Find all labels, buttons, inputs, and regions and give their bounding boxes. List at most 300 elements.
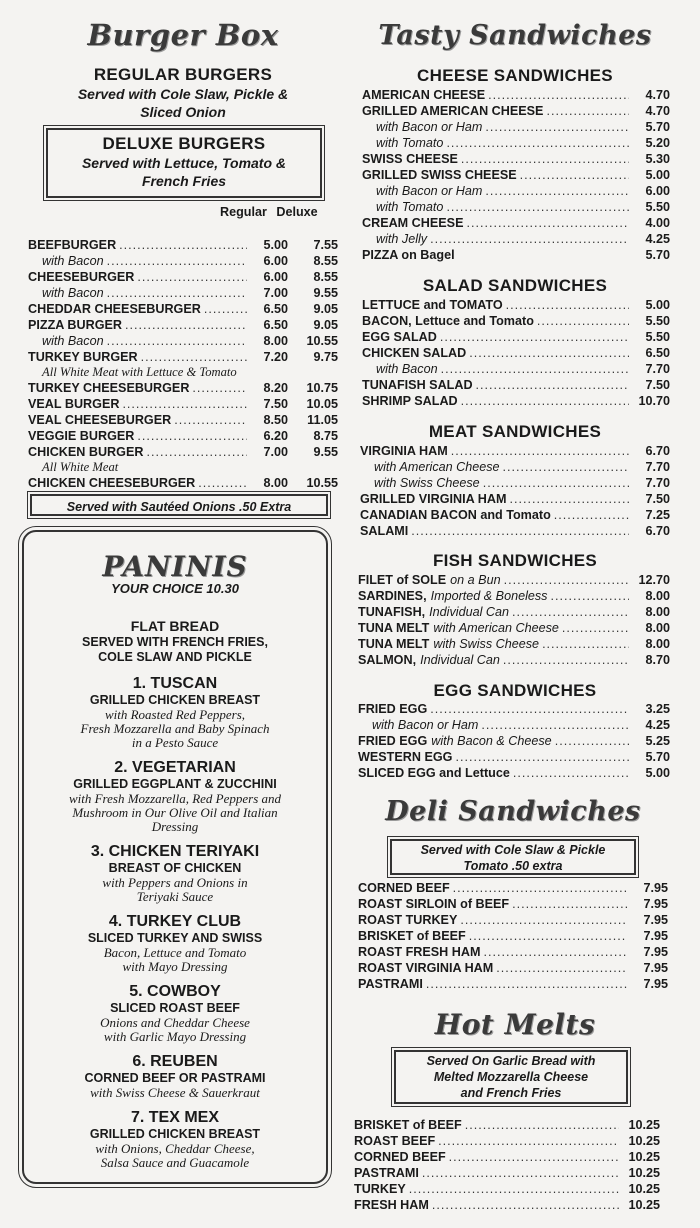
deluxe-price: 9.55 [313,286,338,300]
panini-description-line: Fresh Mozzarella and Baby Spinach [80,721,270,736]
dot-leader [455,749,629,765]
item-name: GRILLED SWISS CHEESE [362,168,517,182]
dot-leader [466,215,629,231]
item-name: TUNA MELT [358,637,430,651]
deluxe-price: 8.55 [313,270,338,284]
menu-item-row [28,253,338,269]
item-name: with Swiss Cheese [374,476,480,490]
item-price: 7.50 [645,378,670,392]
menu-item-row [362,167,670,183]
menu-item-row [28,333,338,349]
menu-item-row [358,749,670,765]
item-name: with Tomato [376,136,444,150]
menu-item-row [28,285,338,301]
panini-description-line: Salsa Sauce and Guacamole [100,1155,250,1170]
deluxe-price: 8.75 [313,429,338,443]
dot-leader [125,317,247,333]
deluxe-price: 10.55 [306,476,338,490]
regular-price: 6.50 [263,318,288,332]
menu-item-row [358,620,670,636]
menu-item-row [362,231,670,247]
dot-leader [562,620,629,636]
tasty-sandwiches-title: Tasty Sandwiches [378,20,652,51]
item-price: 5.00 [645,298,670,312]
panini-item [24,983,326,1044]
item-price: 7.95 [643,929,668,943]
deluxe-column-header: Deluxe [276,205,318,219]
dot-leader [411,523,629,539]
menu-item-row [354,1133,660,1149]
menu-item-row [358,928,668,944]
deli-note-line-2: Tomato .50 extra [463,859,563,873]
item-name: PIZZA on Bagel [362,248,455,262]
deluxe-price: 11.05 [307,413,338,427]
menu-item-row [358,896,668,912]
deluxe-price: 8.55 [313,254,338,268]
item-name: PASTRAMI [354,1166,419,1180]
item-price: 8.70 [645,653,670,667]
item-price: 4.70 [645,104,670,118]
item-name: BRISKET of BEEF [358,929,466,943]
item-price: 7.95 [643,977,668,991]
dot-leader [107,253,247,269]
dot-leader [483,944,627,960]
menu-item-row [362,247,670,263]
served-line-2: COLE SLAW AND PICKLE [98,650,252,664]
dot-leader [460,912,627,928]
item-price: 5.70 [645,248,670,262]
item-name: FILET of SOLE [358,573,447,587]
meat-list [360,443,670,539]
item-name: BACON, Lettuce and Tomato [362,314,534,328]
menu-item-row [362,119,670,135]
item-price: 10.25 [628,1166,660,1180]
item-name: WESTERN EGG [358,750,453,764]
deli-list [358,880,668,992]
burger-box-title: Burger Box [87,18,279,52]
dot-leader [441,361,629,377]
menu-item-row [362,361,670,377]
item-name: CANADIAN BACON and Tomato [360,508,551,522]
regular-price: 6.20 [263,429,288,443]
item-name: with Bacon [376,362,438,376]
item-price: 4.25 [645,232,670,246]
deluxe-burgers-heading: DELUXE BURGERS [102,134,266,153]
regular-price: 7.20 [263,350,288,364]
item-price: 12.70 [638,573,670,587]
panini-description-line: Dressing [151,819,199,834]
item-price: 6.50 [645,346,670,360]
regular-burgers-heading: REGULAR BURGERS [93,65,273,84]
item-price: 7.95 [643,881,668,895]
panini-description-line: Mushroom in Our Olive Oil and Italian [72,805,278,820]
item-price: 7.70 [645,476,670,490]
dot-leader [469,928,627,944]
deluxe-burgers-subtitle: Served with Lettuce, Tomato & French Fries [81,155,287,189]
item-price: 7.95 [643,945,668,959]
item-description: on a Bun [450,573,501,587]
panini-title: 4. TURKEY CLUB [108,913,242,930]
menu-item-row [358,733,670,749]
dot-leader [204,301,247,317]
panini-subtitle: GRILLED EGGPLANT & ZUCCHINI [73,777,277,791]
dot-leader [512,604,629,620]
deli-note-box [390,839,636,875]
dot-leader [469,345,629,361]
salad-list [362,297,670,409]
menu-item-row [354,1117,660,1133]
menu-item-row [358,604,670,620]
panini-description-line: with Peppers and Onions in [102,875,248,890]
panini-title: 1. TUSCAN [132,675,218,692]
deli-sandwiches-title: Deli Sandwiches [385,796,641,827]
fish-list [358,572,670,668]
dot-leader [546,103,629,119]
item-name: BEEFBURGER [28,238,117,252]
menu-item-row [358,960,668,976]
item-description: with Swiss Cheese [433,637,540,651]
item-name: TUNA MELT [358,621,430,635]
menu-item-row [358,572,670,588]
menu-item-row [28,269,338,285]
menu-item-row [358,976,668,992]
cheese-sandwiches-heading: CHEESE SANDWICHES [417,66,613,85]
regular-price: 7.50 [263,397,288,411]
salad-sandwiches-heading: SALAD SANDWICHES [422,276,608,295]
menu-item-row [354,1165,660,1181]
dot-leader [141,349,247,365]
item-price: 5.70 [645,120,670,134]
menu-item-row [358,717,670,733]
egg-sandwiches-heading: EGG SANDWICHES [433,681,597,700]
item-description: with American Cheese [433,621,559,635]
dot-leader [137,428,247,444]
deluxe-price: 9.05 [313,302,338,316]
item-name: VEGGIE BURGER [28,429,135,443]
menu-item-row [362,103,670,119]
dot-leader [520,167,629,183]
menu-item-row [28,380,338,396]
item-name: TURKEY BURGER [28,350,138,364]
item-description: Imported & Boneless [430,589,548,603]
deluxe-burgers-box [46,128,322,198]
item-name: CORNED BEEF [358,881,450,895]
item-price: 6.00 [645,184,670,198]
panini-title: 7. TEX MEX [130,1109,220,1126]
item-name: SALMON, [358,653,417,667]
menu-item-row [354,1149,660,1165]
dot-leader [488,87,629,103]
dot-leader [461,151,629,167]
menu-item-row [362,87,670,103]
item-price: 4.70 [645,88,670,102]
item-name: GRILLED VIRGINIA HAM [360,492,507,506]
deluxe-price: 9.75 [313,350,338,364]
item-name: LETTUCE and TOMATO [362,298,503,312]
deli-note-line-1: Served with Cole Slaw & Pickle [420,843,606,857]
item-price: 5.00 [645,766,670,780]
item-name: EGG SALAD [362,330,437,344]
menu-item-row [360,507,670,523]
panini-subtitle: BREAST OF CHICKEN [108,861,242,875]
item-price: 7.70 [645,460,670,474]
hot-melts-list [354,1117,660,1213]
dot-leader [449,1149,619,1165]
menu-item-row [362,199,670,215]
menu-item-row [360,443,670,459]
item-name: SALAMI [360,524,409,538]
item-name: VEAL CHEESEBURGER [28,413,172,427]
fish-sandwiches-heading: FISH SANDWICHES [432,551,598,570]
item-price: 4.00 [645,216,670,230]
panini-description-line: Onions and Cheddar Cheese [100,1015,250,1030]
menu-item-row [362,313,670,329]
dot-leader [481,717,629,733]
menu-item-row [362,345,670,361]
dot-leader [485,119,629,135]
dot-leader [453,880,627,896]
deluxe-price: 9.05 [313,318,338,332]
menu-item-row [28,428,338,444]
regular-price: 6.00 [263,270,288,284]
dot-leader [430,701,629,717]
panini-item [24,1109,326,1170]
dot-leader [440,329,629,345]
panini-description-line: with Mayo Dressing [122,959,228,974]
dot-leader [119,237,247,253]
item-name: ROAST SIRLOIN of BEEF [358,897,510,911]
panini-description-line: with Onions, Cheddar Cheese, [95,1141,255,1156]
item-price: 5.25 [645,734,670,748]
item-name: BRISKET of BEEF [354,1118,462,1132]
deluxe-price: 10.55 [306,334,338,348]
dot-leader [122,396,247,412]
panini-subtitle: SLICED TURKEY AND SWISS [87,931,263,945]
item-price: 10.70 [638,394,670,408]
regular-column-header: Regular [220,205,267,219]
item-price: 5.50 [645,330,670,344]
regular-price: 5.00 [263,238,288,252]
item-name: TUNAFISH, [358,605,426,619]
dot-leader [485,183,629,199]
column-headers [220,205,340,219]
menu-item-row [28,349,338,365]
dot-leader [174,412,247,428]
item-name: CHICKEN SALAD [362,346,467,360]
dot-leader [107,285,247,301]
item-name: SHRIMP SALAD [362,394,458,408]
regular-price: 6.50 [263,302,288,316]
item-name: SARDINES, [358,589,427,603]
deluxe-price: 9.55 [313,445,338,459]
dot-leader [504,572,629,588]
dot-leader [446,199,629,215]
item-price: 8.00 [645,637,670,651]
item-price: 5.50 [645,200,670,214]
panini-description-line: Teriyaki Sauce [136,889,214,904]
menu-item-row [362,297,670,313]
item-name: TURKEY [354,1182,406,1196]
item-price: 6.70 [645,524,670,538]
dot-leader [503,652,629,668]
menu-item-row [358,636,670,652]
panini-subtitle: GRILLED CHICKEN BREAST [89,693,261,707]
item-name: SWISS CHEESE [362,152,458,166]
item-price: 5.00 [645,168,670,182]
panini-description-line: with Garlic Mayo Dressing [103,1029,247,1044]
dot-leader [537,313,629,329]
item-price: 7.50 [645,492,670,506]
menu-item-row [358,765,670,781]
item-price: 10.25 [628,1134,660,1148]
dot-leader [542,636,629,652]
regular-price: 8.00 [263,334,288,348]
item-price: 5.20 [645,136,670,150]
item-name: CHICKEN CHEESEBURGER [28,476,196,490]
menu-item-row [362,329,670,345]
panini-item [24,1053,326,1100]
dot-leader [509,491,629,507]
item-price: 7.95 [643,961,668,975]
item-name: ROAST FRESH HAM [358,945,481,959]
item-name: AMERICAN CHEESE [362,88,486,102]
item-price: 7.25 [645,508,670,522]
item-name: with Tomato [376,200,444,214]
item-price: 4.25 [645,718,670,732]
hot-melts-note-line-3: and French Fries [460,1086,562,1100]
item-name: SLICED EGG and Lettuce [358,766,510,780]
dot-leader [107,333,247,349]
menu-item-row [354,1197,660,1213]
item-price: 7.95 [643,913,668,927]
item-price: 5.70 [645,750,670,764]
item-description: Individual Can [429,605,509,619]
regular-price: 8.20 [263,381,288,395]
item-price: 5.50 [645,314,670,328]
item-name: CHICKEN BURGER [28,445,144,459]
panini-description-line: with Roasted Red Peppers, [104,707,246,722]
served-line-1: SERVED WITH FRENCH FRIES, [82,635,268,649]
panini-list [24,675,326,1170]
item-price: 10.25 [628,1118,660,1132]
panini-item [24,913,326,974]
panini-description-line: Bacon, Lettuce and Tomato [103,945,247,960]
item-name: PASTRAMI [358,977,423,991]
item-name: FRIED EGG [358,734,428,748]
dot-leader [430,231,629,247]
item-description: with Bacon & Cheese [431,734,552,748]
panini-description-line: with Swiss Cheese & Sauerkraut [90,1085,260,1100]
sauteed-onions-note: Served with Sautéed Onions .50 Extra [66,500,292,514]
item-price: 10.25 [628,1198,660,1212]
dot-leader [446,135,629,151]
menu-item-row [28,317,338,333]
item-name: GRILLED AMERICAN CHEESE [362,104,544,118]
panini-subtitle: SLICED ROAST BEEF [110,1001,240,1015]
regular-price: 8.50 [263,413,288,427]
item-description: Individual Can [420,653,500,667]
menu-item-row [358,652,670,668]
paninis-choice: YOUR CHOICE 10.30 [111,581,239,596]
item-price: 3.25 [645,702,670,716]
menu-item-row [362,183,670,199]
menu-item-row [362,393,670,409]
panini-item [24,759,326,834]
menu-item-row [358,588,670,604]
menu-item-row [360,459,670,475]
item-price: 10.25 [628,1150,660,1164]
dot-leader [438,1133,619,1149]
menu-item-row [358,912,668,928]
menu-item-row [362,215,670,231]
item-note: All White Meat [42,460,119,474]
egg-list [358,701,670,781]
panini-title: 6. REUBEN [132,1053,218,1070]
deluxe-price: 10.05 [306,397,338,411]
item-name: with Bacon [42,286,104,300]
item-name: with Bacon or Ham [372,718,479,732]
cheese-list [362,87,670,263]
burger-list [28,237,338,491]
panini-title: 5. COWBOY [129,983,221,1000]
item-name: ROAST BEEF [354,1134,436,1148]
menu-item-row [28,301,338,317]
dot-leader [550,588,629,604]
menu-item-row [358,944,668,960]
regular-price: 6.00 [263,254,288,268]
item-note: All White Meat with Lettuce & Tomato [42,365,237,379]
regular-price: 7.00 [263,445,288,459]
menu-item-row [362,151,670,167]
dot-leader [192,380,247,396]
dot-leader [506,297,629,313]
item-price: 8.00 [645,589,670,603]
panini-description-line: with Fresh Mozzarella, Red Peppers and [68,791,282,806]
item-name: ROAST TURKEY [358,913,458,927]
panini-subtitle: CORNED BEEF OR PASTRAMI [84,1071,266,1085]
paninis-title: PANINIS [102,550,248,583]
dot-leader [409,1181,619,1197]
menu-item-row [362,135,670,151]
dot-leader [476,377,629,393]
item-name: with Bacon or Ham [376,120,483,134]
item-name: VEAL BURGER [28,397,120,411]
item-name: TURKEY CHEESEBURGER [28,381,190,395]
panini-item [24,843,326,904]
dot-leader [198,475,247,491]
item-price: 8.00 [645,605,670,619]
menu-item-row [28,444,338,460]
item-name: CHEDDAR CHEESEBURGER [28,302,201,316]
hot-melts-title: Hot Melts [434,1008,596,1041]
item-name: PIZZA BURGER [28,318,122,332]
regular-price: 7.00 [263,286,288,300]
dot-leader [555,733,629,749]
regular-price: 8.00 [263,476,288,490]
item-name: with Jelly [376,232,428,246]
dot-leader [422,1165,619,1181]
item-name: with Bacon [42,254,104,268]
dot-leader [465,1117,619,1133]
paninis-frame [22,530,328,1184]
menu-item-row [358,880,668,896]
item-name: with American Cheese [374,460,500,474]
regular-burgers-subtitle: Served with Cole Slaw, Pickle & Sliced Onion [77,86,289,120]
dot-leader [513,765,629,781]
item-name: VIRGINIA HAM [360,444,448,458]
item-price: 8.00 [645,621,670,635]
dot-leader [483,475,629,491]
